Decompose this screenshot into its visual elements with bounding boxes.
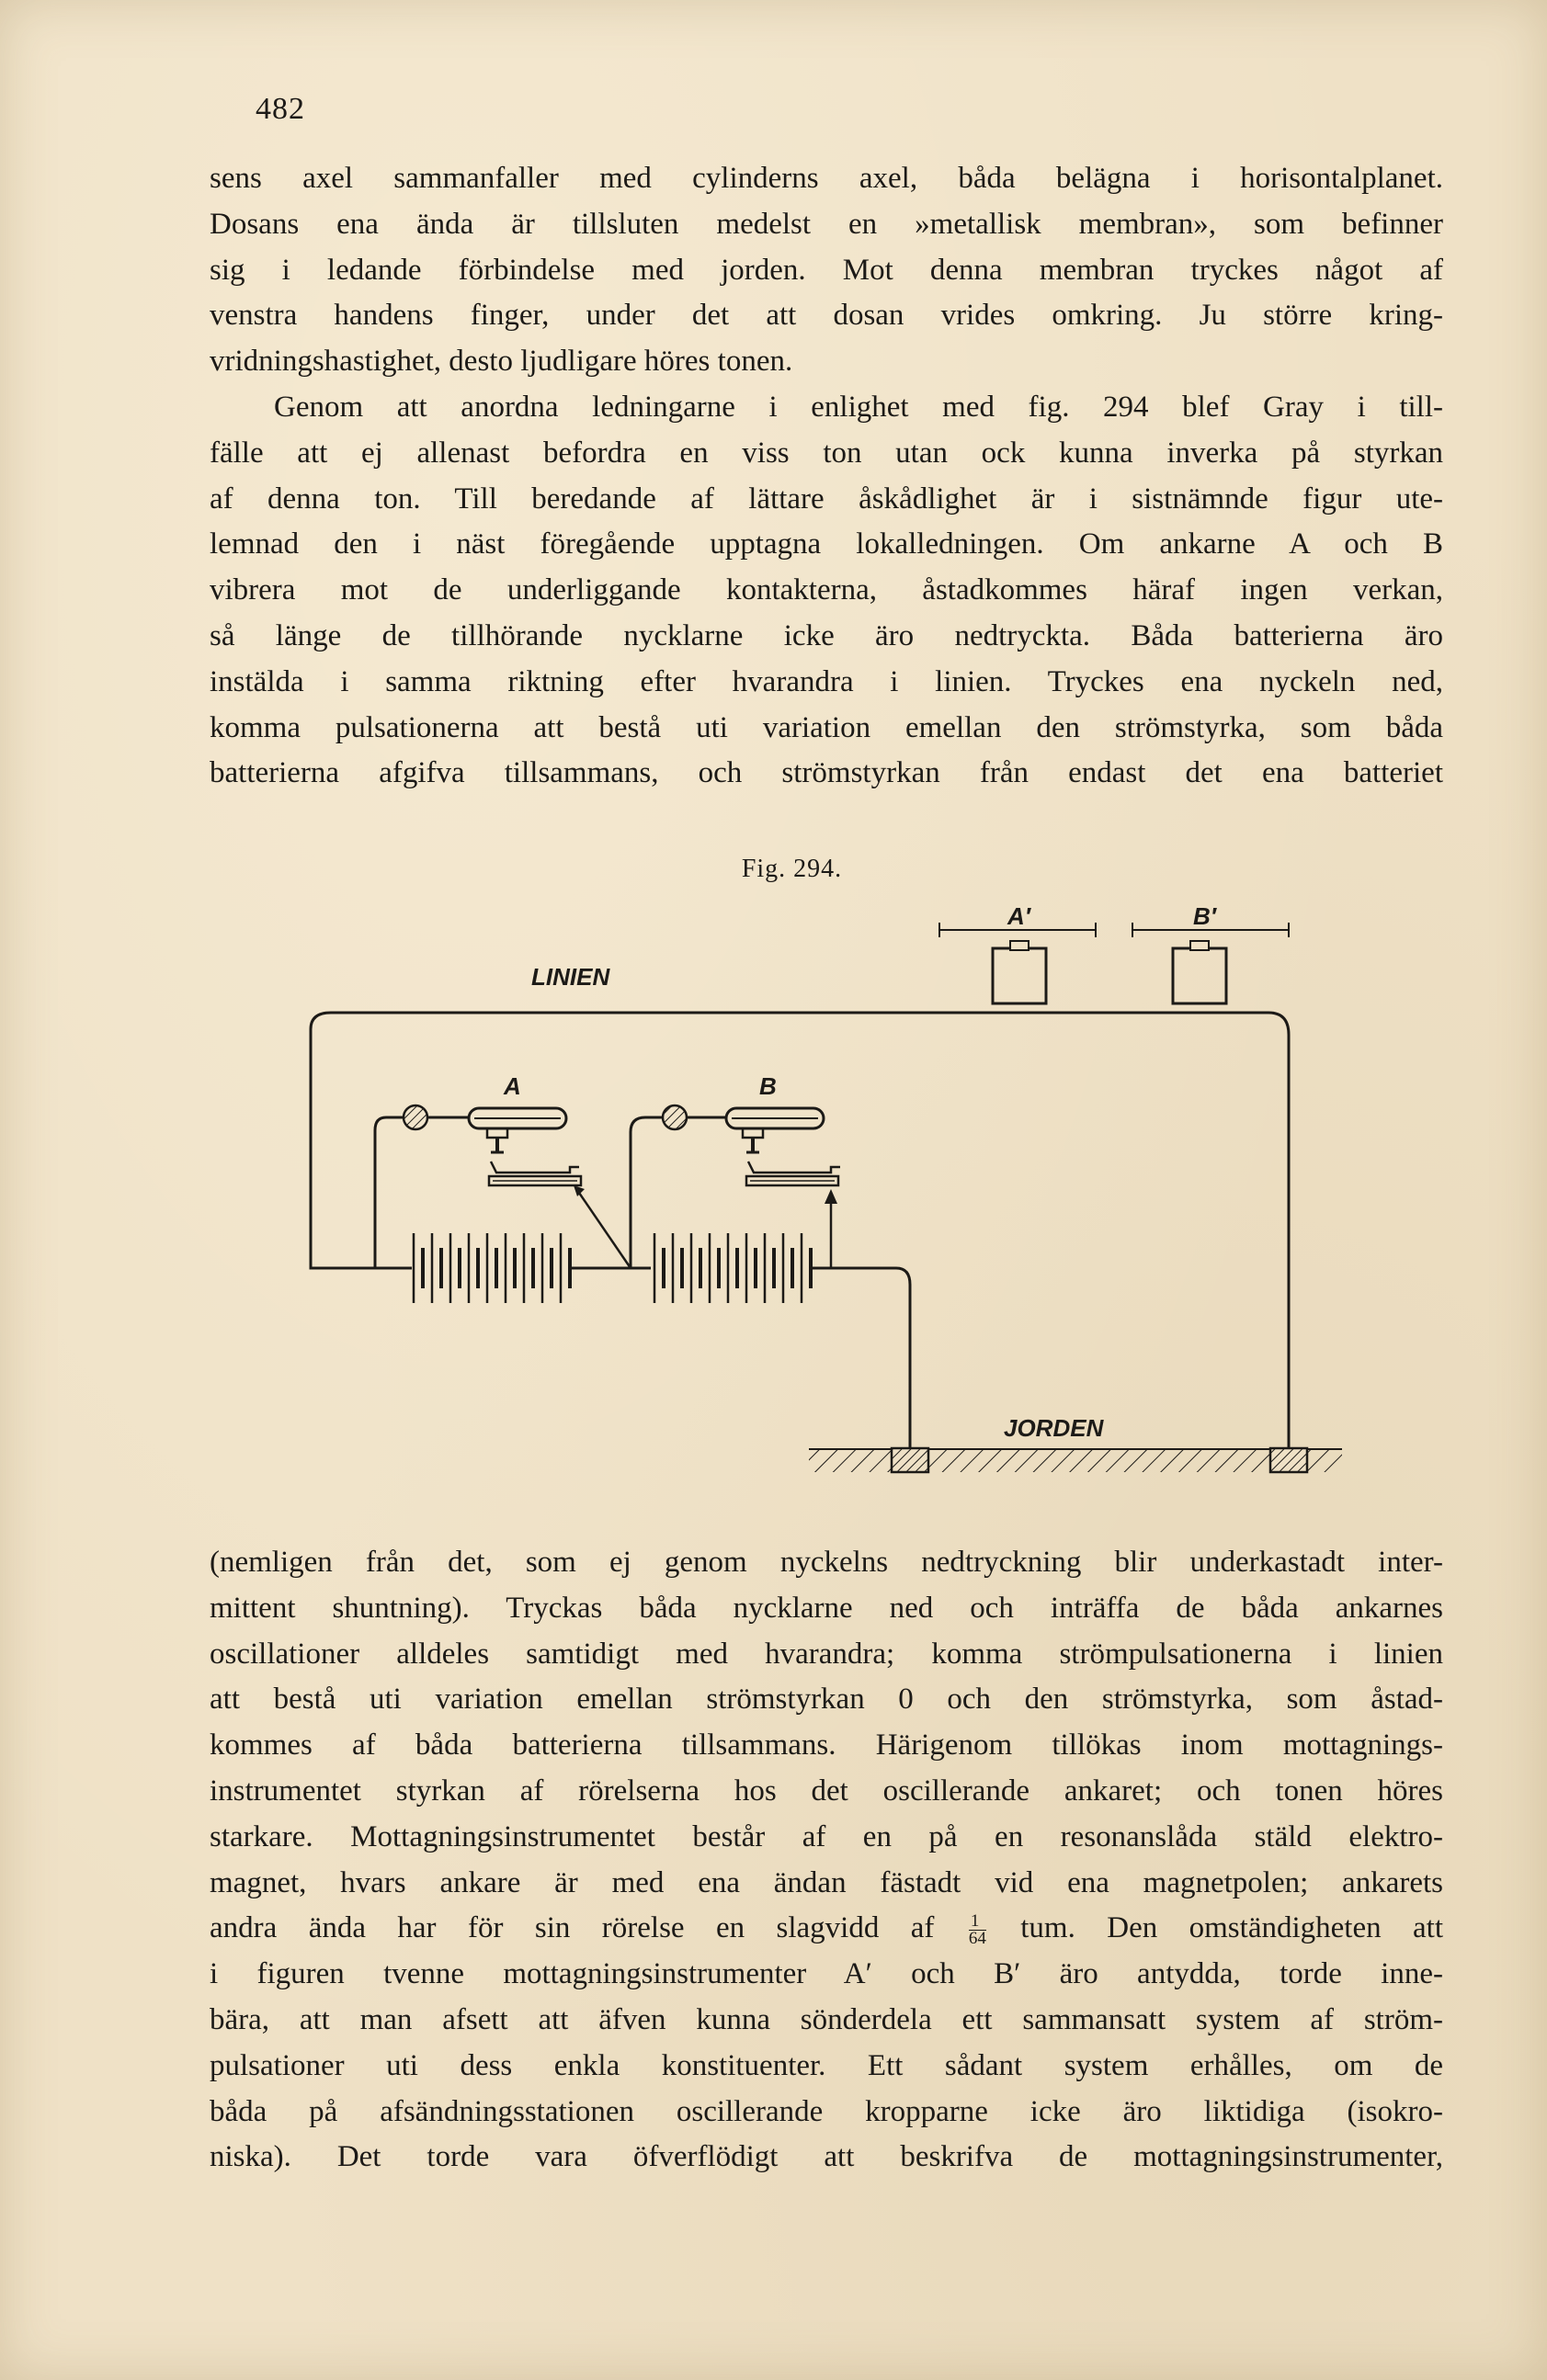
label-b-prime: B′ — [1193, 902, 1217, 930]
fraction-denominator: 64 — [968, 1929, 986, 1949]
label-jorden: JORDEN — [1004, 1414, 1104, 1442]
page-number: 482 — [256, 92, 305, 126]
text-line: så länge de tillhörande nycklarne icke äro nedtryckta. Båda batterierna äro — [210, 618, 1443, 652]
text-line: niska). Det torde vara öfverflödigt att beskrifva de mottagningsinstrumenter, — [210, 2140, 1443, 2174]
text-line: vibrera mot de underliggande kontakterna, åstadkommes häraf ingen verkan, — [210, 573, 1443, 607]
text-line: Dosans ena ända är tillsluten medelst en »metallisk membran», som befinner — [210, 207, 1443, 241]
text-line: att bestå uti variation emellan strömstyrkan 0 och den strömstyrka, som åstad- — [210, 1683, 1443, 1717]
text-line: vridningshastighet, desto ljudligare höres tonen. — [210, 345, 793, 379]
text-line: sens axel sammanfaller med cylinderns axel, båda belägna i horisontalplanet. — [210, 162, 1443, 195]
text-line: instälda i samma riktning efter hvarandra i linien. Tryckes ena nyckeln ned, — [210, 664, 1443, 698]
paragraph-bottom — [210, 1540, 1443, 2181]
text-line: komma pulsationerna att bestå uti variation emellan den strömstyrka, som båda — [210, 710, 1443, 744]
text-line-with-fraction — [210, 1906, 1443, 1952]
text-line: starkare. Mottagningsinstrumentet består af en på en resonanslåda stäld elektro- — [210, 1819, 1443, 1853]
battery-1 — [404, 1233, 570, 1303]
text-line: (nemligen från det, som ej genom nyckelns nedtryckning blir underkastadt inter- — [210, 1546, 1443, 1579]
text-line: lemnad den i näst föregående upptagna lokalledningen. Om ankarne A och B — [210, 527, 1443, 561]
transmitter-b — [631, 1072, 840, 1268]
label-a-prime: A′ — [1007, 902, 1031, 930]
fraction-line-after: tum. Den omständigheten att — [1020, 1911, 1443, 1945]
text-line: mittent shuntning). Tryckas båda nycklarne ned och inträffa de båda ankarnes — [210, 1591, 1443, 1625]
fraction — [969, 1913, 986, 1947]
battery-2 — [654, 1233, 811, 1303]
text-line: fälle att ej allenast befordra en viss ton utan ock kunna inverka på styrkan — [210, 436, 1443, 470]
text-line: kommes af båda batterierna tillsammans. Härigenom tillökas inom mottagnings- — [210, 1728, 1443, 1762]
text-line: instrumentet styrkan af rörelserna hos det oscillerande ankaret; och tonen höres — [210, 1774, 1443, 1808]
text-line: venstra handens finger, under det att dosan vrides omkring. Ju större kring- — [210, 299, 1443, 333]
receiver-b-prime — [1132, 902, 1289, 1003]
text-line: magnet, hvars ankare är med ena ändan fästadt vid ena magnetpolen; ankarets — [210, 1865, 1443, 1899]
text-line: oscillationer alldeles samtidigt med hvarandra; komma strömpulsationerna i linien — [210, 1637, 1443, 1671]
earth-ground — [809, 1448, 1342, 1472]
label-linien: LINIEN — [531, 963, 610, 991]
text-line: Genom att anordna ledningarne i enlighet med fig. 294 blef Gray i till- — [274, 390, 1443, 424]
paragraph-top — [210, 156, 1443, 797]
line-wire — [311, 1013, 1289, 1447]
text-line: batterierna afgifva tillsammans, och strömstyrkan från endast det ena batteriet — [210, 756, 1443, 790]
text-line: sig i ledande förbindelse med jorden. Mot denna membran tryckes något af — [210, 253, 1443, 287]
label-a: A — [504, 1072, 521, 1100]
fraction-line-before: andra ända har för sin rörelse en slagvidd af — [210, 1911, 935, 1945]
text-line: i figuren tvenne mottagningsinstrumenter A′ och B′ äro antydda, torde inne- — [210, 1957, 1443, 1991]
text-line: pulsationer uti dess enkla konstituenter. Ett sådant system erhålles, om de — [210, 2048, 1443, 2082]
figure-caption: Fig. 294. — [741, 855, 843, 883]
circuit-figure — [294, 901, 1360, 1489]
label-b: B — [759, 1072, 777, 1100]
circuit-diagram — [294, 901, 1360, 1489]
text-line: af denna ton. Till beredande af lättare åskådlighet är i sistnämnde figur ute- — [210, 482, 1443, 516]
earth-wire — [811, 1268, 910, 1447]
text-line: bära, att man afsett att äfven kunna sönderdela ett sammansatt system af ström- — [210, 2002, 1443, 2036]
receiver-a-prime — [939, 902, 1096, 1003]
text-line: båda på afsändningsstationen oscillerande kropparne icke äro liktidiga (isokro- — [210, 2094, 1443, 2128]
fraction-numerator: 1 — [969, 1913, 986, 1931]
